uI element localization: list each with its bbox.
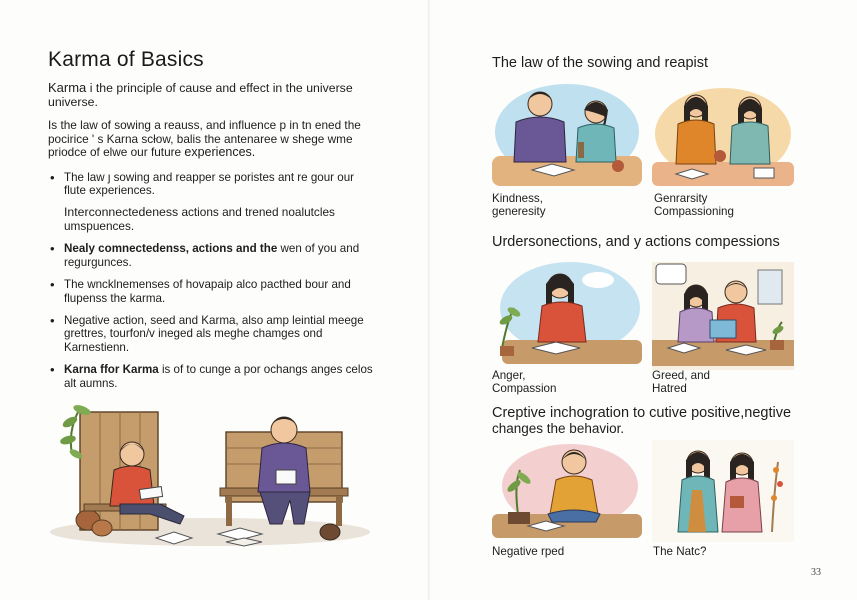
bullet-item: • Negative action, seed and Karma, also amp leintial meege grettres, tourfon/v ineged als meghe chamges ond Karnestienn. — [48, 314, 378, 354]
bullet-emphasis: Karna ffor Karma — [64, 363, 159, 377]
section-heading-3-line1: Creptive inchogration to cutive positive,negtive — [492, 405, 792, 421]
sub-emphasis: Interconnectedeness — [64, 205, 179, 220]
book-gutter — [428, 0, 430, 600]
illustration-generosity — [652, 84, 794, 192]
section-heading-3-line2: changes the behavior. — [492, 421, 625, 436]
bullet-item: • The law ȷ sowing and reapper se poristes ant re gour our flute experiences. — [48, 171, 378, 198]
intro-term: Karma — [48, 80, 87, 95]
bullet-emphasis: Nealy comnectedenss, actions and the — [64, 242, 278, 256]
page-title: Karma of Basics — [48, 48, 204, 71]
bullet-item — [48, 363, 378, 390]
caption-anger: Anger, Compassion — [492, 369, 557, 395]
illustration-greed — [652, 262, 794, 370]
section-heading-1: The law of the sowing and reapist — [492, 55, 709, 71]
section-heading-3 — [492, 406, 791, 436]
bullet-item — [48, 242, 378, 269]
bullet-list-2 — [48, 242, 378, 390]
caption-nature: The Natc? — [653, 545, 707, 558]
sub-paragraph — [48, 206, 378, 233]
body-paragraph — [48, 119, 378, 160]
caption-kindness: Kindness, generesity — [492, 192, 546, 218]
intro-text: i the principle of cause and effect in the universe universe. — [48, 81, 353, 109]
bullet-text: is of to cunge a por ochangs anges celos alt aumns. — [64, 363, 373, 390]
section-heading-2: Urdersonections, and y actions compessions — [492, 234, 780, 250]
illustration-negative — [492, 440, 642, 540]
caption-greed: Greed, and Hatred — [652, 369, 711, 395]
main-illustration — [40, 392, 370, 562]
bullet-item: • The wncklnemenses of hovapaip alco pacthed bour and flupenss the karma. — [48, 278, 378, 305]
bullet-text: wen of you and regurgunces. — [64, 242, 360, 269]
caption-negative: Negative rped — [492, 545, 565, 558]
illustration-anger — [492, 260, 642, 370]
sub-text: actions and trened noalutcles umspuences. — [64, 205, 335, 233]
bullet-list — [48, 171, 378, 198]
body-emphasis: experiences. — [184, 145, 256, 159]
page-number: 33 — [811, 567, 821, 578]
body-text: Is the law of sowing a reauss, and influence p in tn ened the pocirice ' s Karna scłow, balis the antenaree w shege wme priodce of elwe our future — [48, 118, 361, 159]
illustration-nature — [652, 440, 794, 542]
illustration-kindness — [492, 82, 642, 192]
caption-generosity: Genrarsity Compassioning — [654, 192, 734, 218]
intro-paragraph — [48, 81, 378, 109]
left-page-text — [48, 48, 378, 399]
